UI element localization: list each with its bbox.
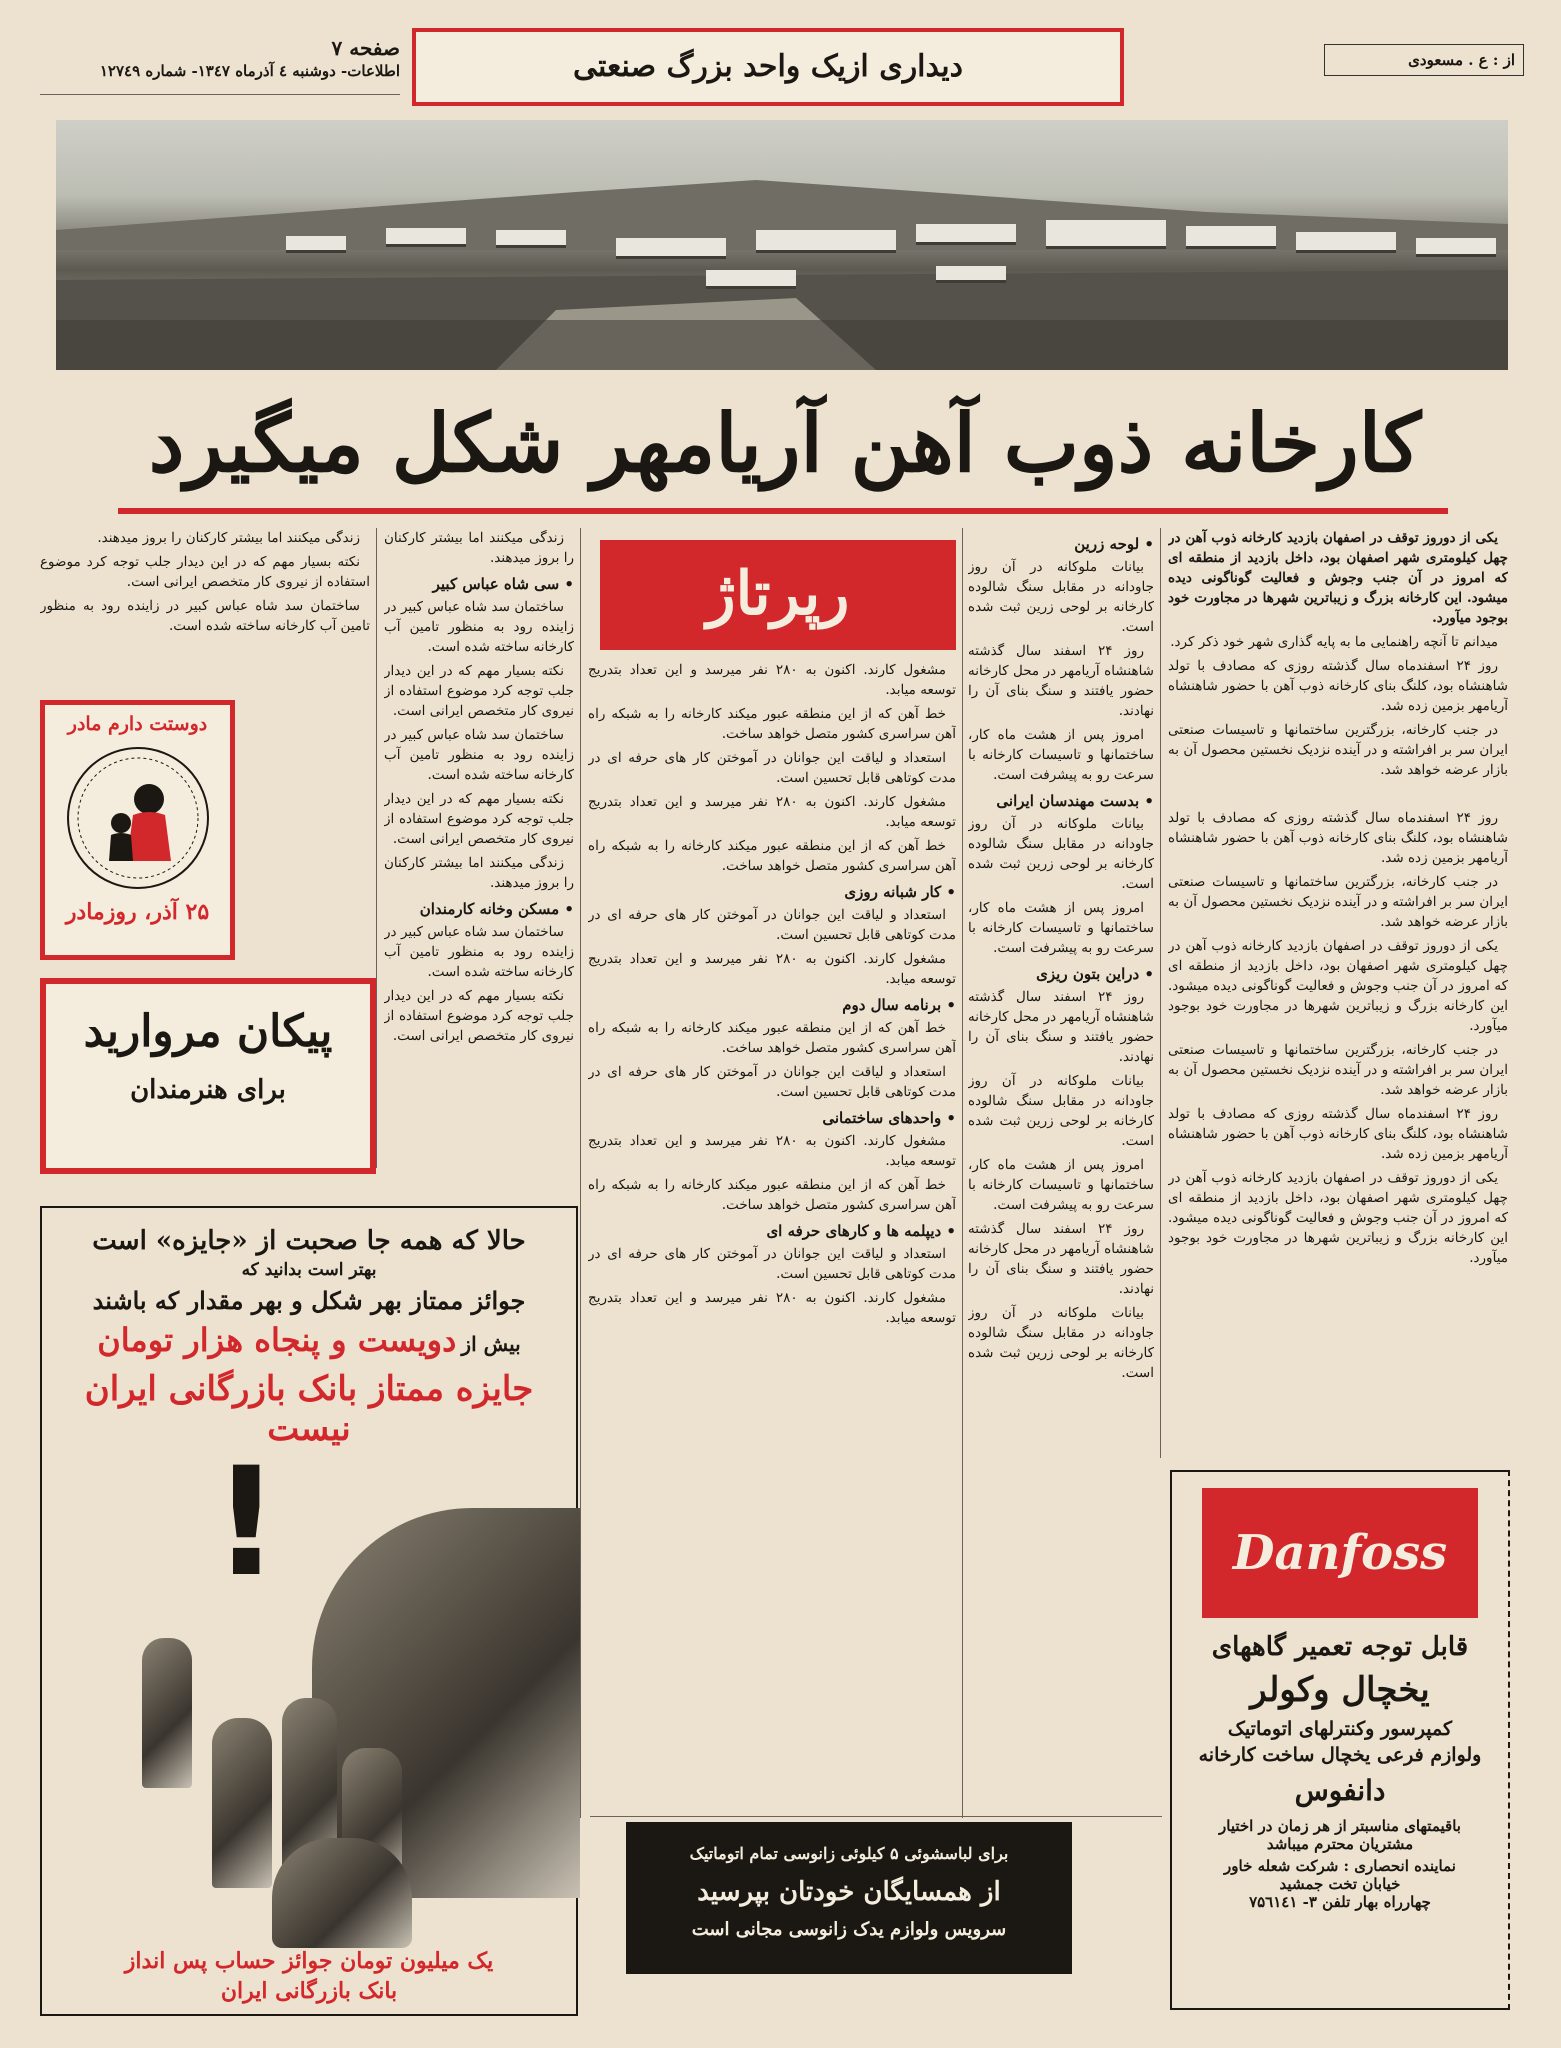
bank-line-5: جایزه ممتاز بانک بازرگانی ایران نیست (84, 1369, 534, 1449)
article-paragraph: بیانات ملوکانه در آن روز جاودانه در مقابل سنگ شالوده کارخانه بر لوحی زرین ثبت شده است. (968, 1073, 1154, 1149)
danfoss-line-1: قابل توجه تعمیر گاههای (1211, 1632, 1469, 1662)
article-paragraph: بیانات ملوکانه در آن روز جاودانه در مقابل سنگ شالوده کارخانه بر لوحی زرین ثبت شده است. (968, 816, 1154, 892)
article-paragraph: امروز پس از هشت ماه کار، ساختمانها و تاسیسات کارخانه با سرعت رو به پیشرفت است. (968, 900, 1154, 956)
article-paragraph: مشغول کارند. اکنون به ۲۸۰ نفر میرسد و این تعداد بتدریج توسعه میابد. (588, 1290, 956, 1326)
article-paragraph: نکته بسیار مهم که در این دیدار جلب توجه کرد موضوع استفاده از نیروی کار متخصص ایرانی است. (384, 988, 574, 1044)
mothers-day-date: ۲۵ آذر، روزمادر (65, 899, 210, 925)
mothers-day-ad (40, 700, 235, 960)
subheading: • دیپلمه ها و کارهای حرفه ای (588, 1221, 956, 1241)
article-column-2 (968, 528, 1154, 1458)
article-paragraph: خط آهن که از این منطقه عبور میکند کارخانه را به شبکه راه آهن سراسری کشور متصل خواهد ساخت. (588, 1177, 956, 1213)
article-paragraph: بیانات ملوکانه در آن روز جاودانه در مقابل سنگ شالوده کارخانه بر لوحی زرین ثبت شده است. (968, 1305, 1154, 1381)
main-headline: کارخانه ذوب آهن آریامهر شکل میگیرد (148, 396, 1422, 490)
article-paragraph: مشغول کارند. اکنون به ۲۸۰ نفر میرسد و این تعداد بتدریج توسعه میابد. (588, 794, 956, 830)
subheading: • مسکن وخانه کارمندان (384, 899, 574, 919)
section-title-box (412, 28, 1124, 106)
article-column-1 (1168, 528, 1508, 1458)
article-paragraph: مشغول کارند. اکنون به ۲۸۰ نفر میرسد و این تعداد بتدریج توسعه میابد. (588, 951, 956, 987)
article-paragraph: میدانم تا آنچه راهنمایی ما به پایه گذاری شهر خود ذکر کرد. (1170, 634, 1498, 650)
article-paragraph: در جنب کارخانه، بزرگترین ساختمانها و تاسیسات صنعتی ایران سر بر افراشته و در آینده نزدیک نخستین محصول آن به بازار عرضه خواهد شد. (1168, 722, 1508, 778)
zanussi-line-1: برای لباسشوئی ۵ کیلوئی زانوسی تمام اتوماتیک (689, 1844, 1009, 1863)
article-paragraph: ساختمان سد شاه عباس کبیر در زاینده رود به منظور تامین آب کارخانه ساخته شده است. (384, 924, 574, 980)
article-paragraph: امروز پس از هشت ماه کار، ساختمانها و تاسیسات کارخانه با سرعت رو به پیشرفت است. (968, 727, 1154, 783)
bank-line-4-prefix: بیش از (461, 1332, 521, 1356)
article-paragraph: نکته بسیار مهم که در این دیدار جلب توجه کرد موضوع استفاده از نیروی کار متخصص ایرانی است. (384, 791, 574, 847)
article-paragraph: زندگی میکنند اما بیشتر کارکنان را بروز میدهند. (97, 530, 360, 546)
subheading: • سی شاه عباس کبیر (384, 574, 574, 594)
dateline: اطلاعات- دوشنبه ٤ آذرماه ۱۳٤۷- شماره ۱۲۷٤۹ (99, 62, 400, 80)
page-label: صفحه ۷ (331, 36, 400, 60)
reportage-logo: رپرتاژ (706, 559, 850, 629)
headline-underline (118, 508, 1448, 514)
subheading: • واحدهای ساختمانی (588, 1108, 956, 1128)
article-paragraph: یکی از دوروز توقف در اصفهان بازدید کارخانه ذوب آهن در چهل کیلومتری شهر اصفهان بود، داخل بازدید از منطقه ای که امروز در آن جنب وجوش و فعالیت گوناگونی دیده میشود. این کارخانه بزرگ و زیباترین شهرها در مجاورت خود بوجود میآورد. (1168, 1170, 1508, 1266)
exclamation-mark: ! (212, 1436, 281, 1610)
article-paragraph: نکته بسیار مهم که در این دیدار جلب توجه کرد موضوع استفاده از نیروی کار متخصص ایرانی است. (384, 663, 574, 719)
byline-box (1324, 44, 1524, 76)
bank-line-2: بهتر است بدانید که (241, 1260, 377, 1280)
article-paragraph: زندگی میکنند اما بیشتر کارکنان را بروز میدهند. (384, 530, 574, 566)
article-column-5 (40, 528, 370, 686)
bank-line-1: حالا که همه جا صحبت از «جایزه» است (92, 1226, 526, 1256)
subheading: • لوحه زرین (968, 534, 1154, 554)
article-paragraph: زندگی میکنند اما بیشتر کارکنان را بروز میدهند. (384, 855, 574, 891)
danfoss-line-5: دانفوس (1294, 1774, 1386, 1807)
zanussi-line-3: سرویس ولوازم یدک زانوسی مجانی است (691, 1919, 1007, 1940)
article-paragraph: خط آهن که از این منطقه عبور میکند کارخانه را به شبکه راه آهن سراسری کشور متصل خواهد ساخت. (588, 1020, 956, 1056)
danfoss-line-2: یخچال وکولر (1250, 1670, 1430, 1710)
peykan-ad (40, 978, 376, 1174)
danfoss-line-9: خیابان تخت جمشید (1279, 1875, 1401, 1893)
bank-footer-2: بانک بازرگانی ایران (220, 1978, 398, 2004)
danfoss-line-8: نماینده انحصاری : شرکت شعله خاور (1224, 1857, 1456, 1875)
article-paragraph: روز ۲۴ اسفند سال گذشته شاهنشاه آریامهر در محل کارخانه حضور یافتند و سنگ بنای آن را نهادند. (968, 643, 1154, 719)
danfoss-line-6: باقیمتهای مناسبتر از هر زمان در اختیار (1219, 1817, 1461, 1835)
mothers-day-title: دوستت دارم مادر (67, 713, 208, 735)
bank-footer-1: یک میلیون تومان جوائز حساب پس انداز (124, 1948, 494, 1974)
subheading: • کار شبانه روزی (588, 882, 956, 902)
peykan-title: پیکان مروارید (83, 1006, 333, 1057)
article-paragraph: روز ۲۴ اسفندماه سال گذشته روزی که مصادف با تولد شاهنشاه بود، کلنگ بنای کارخانه ذوب آهن با حضور شاهنشاه آریامهر بزمین زده شد. (1168, 810, 1508, 866)
factory-site-photo (56, 120, 1508, 370)
bank-ad (40, 1206, 578, 2016)
article-paragraph: استعداد و لیاقت این جوانان در آموختن کار های حرفه ای در مدت کوتاهی قابل تحسین است. (588, 1064, 956, 1100)
zanussi-line-2: از همسایگان خودتان بپرسید (697, 1877, 1001, 1907)
article-paragraph: ساختمان سد شاه عباس کبیر در زاینده رود به منظور تامین آب کارخانه ساخته شده است. (40, 598, 370, 634)
article-paragraph: ساختمان سد شاه عباس کبیر در زاینده رود به منظور تامین آب کارخانه ساخته شده است. (384, 727, 574, 783)
danfoss-ad (1170, 1470, 1510, 2010)
reportage-logo-box (600, 540, 956, 650)
article-paragraph: امروز پس از هشت ماه کار، ساختمانها و تاسیسات کارخانه با سرعت رو به پیشرفت است. (968, 1157, 1154, 1213)
article-paragraph: در جنب کارخانه، بزرگترین ساختمانها و تاسیسات صنعتی ایران سر بر افراشته و در آینده نزدیک نخستین محصول آن به بازار عرضه خواهد شد. (1168, 874, 1508, 930)
subheading: • دراین بتون ریزی (968, 964, 1154, 984)
danfoss-line-4: ولوازم فرعی یخچال ساخت کارخانه (1198, 1744, 1482, 1766)
danfoss-line-10: چهارراه بهار تلفن ۳- ۷۵٦۱٤۱ (1249, 1893, 1431, 1911)
danfoss-logo-box (1202, 1488, 1478, 1618)
subheading: • بدست مهندسان ایرانی (968, 791, 1154, 811)
mother-child-emblem (63, 743, 213, 893)
danfoss-brand: Danfoss (1232, 1525, 1448, 1581)
article-paragraph: ساختمان سد شاه عباس کبیر در زاینده رود به منظور تامین آب کارخانه ساخته شده است. (384, 599, 574, 655)
article-paragraph: یکی از دوروز توقف در اصفهان بازدید کارخانه ذوب آهن در چهل کیلومتری شهر اصفهان بود، داخل بازدید از منطقه ای که امروز در آن جنب وجوش و فعالیت گوناگونی دیده میشود. این کارخانه بزرگ و زیباترین شهرها در مجاورت خود بوجود میآورد. (1168, 530, 1508, 626)
article-paragraph: خط آهن که از این منطقه عبور میکند کارخانه را به شبکه راه آهن سراسری کشور متصل خواهد ساخت. (588, 706, 956, 742)
peykan-subtitle: برای هنرمندان (130, 1075, 286, 1105)
section-title: دیداری ازیک واحد بزرگ صنعتی (573, 49, 963, 84)
bank-line-4: دویست و پنجاه هزار تومان (97, 1321, 457, 1359)
subheading: • برنامه سال دوم (588, 995, 956, 1015)
zanussi-ad (626, 1822, 1072, 1974)
danfoss-line-7: مشتریان محترم میباشد (1266, 1835, 1414, 1853)
article-paragraph: مشغول کارند. اکنون به ۲۸۰ نفر میرسد و این تعداد بتدریج توسعه میابد. (588, 662, 956, 698)
article-paragraph: یکی از دوروز توقف در اصفهان بازدید کارخانه ذوب آهن در چهل کیلومتری شهر اصفهان بود، داخل بازدید از منطقه ای که امروز در آن جنب وجوش و فعالیت گوناگونی دیده میشود. این کارخانه بزرگ و زیباترین شهرها در مجاورت خود بوجود میآورد. (1168, 938, 1508, 1034)
article-paragraph: استعداد و لیاقت این جوانان در آموختن کار های حرفه ای در مدت کوتاهی قابل تحسین است. (588, 907, 956, 943)
article-paragraph: استعداد و لیاقت این جوانان در آموختن کار های حرفه ای در مدت کوتاهی قابل تحسین است. (588, 750, 956, 786)
article-paragraph: خط آهن که از این منطقه عبور میکند کارخانه را به شبکه راه آهن سراسری کشور متصل خواهد ساخت. (588, 838, 956, 874)
article-paragraph: استعداد و لیاقت این جوانان در آموختن کار های حرفه ای در مدت کوتاهی قابل تحسین است. (588, 1246, 956, 1282)
byline: از : ع . مسعودی (1408, 51, 1515, 69)
article-paragraph: بیانات ملوکانه در آن روز جاودانه در مقابل سنگ شالوده کارخانه بر لوحی زرین ثبت شده است. (968, 559, 1154, 635)
article-paragraph: روز ۲۴ اسفندماه سال گذشته روزی که مصادف با تولد شاهنشاه بود، کلنگ بنای کارخانه ذوب آهن با حضور شاهنشاه آریامهر بزمین زده شد. (1168, 658, 1508, 714)
article-paragraph: روز ۲۴ اسفند سال گذشته شاهنشاه آریامهر در محل کارخانه حضور یافتند و سنگ بنای آن را نهادند. (968, 989, 1154, 1065)
bank-line-3: جوائز ممتاز بهر شکل و بهر مقدار که باشند (92, 1286, 526, 1315)
article-paragraph: نکته بسیار مهم که در این دیدار جلب توجه کرد موضوع استفاده از نیروی کار متخصص ایرانی است. (40, 554, 370, 590)
boy-with-glasses-illustration (272, 1838, 412, 1948)
article-column-3 (588, 660, 956, 1820)
danfoss-line-3: کمپرسور وکنترلهای اتوماتیک (1227, 1718, 1453, 1740)
article-paragraph: در جنب کارخانه، بزرگترین ساختمانها و تاسیسات صنعتی ایران سر بر افراشته و در آینده نزدیک نخستین محصول آن به بازار عرضه خواهد شد. (1168, 1042, 1508, 1098)
article-paragraph: روز ۲۴ اسفند سال گذشته شاهنشاه آریامهر در محل کارخانه حضور یافتند و سنگ بنای آن را نهادند. (968, 1221, 1154, 1297)
article-paragraph: روز ۲۴ اسفندماه سال گذشته روزی که مصادف با تولد شاهنشاه بود، کلنگ بنای کارخانه ذوب آهن با حضور شاهنشاه آریامهر بزمین زده شد. (1168, 1106, 1508, 1162)
article-paragraph: مشغول کارند. اکنون به ۲۸۰ نفر میرسد و این تعداد بتدریج توسعه میابد. (588, 1133, 956, 1169)
